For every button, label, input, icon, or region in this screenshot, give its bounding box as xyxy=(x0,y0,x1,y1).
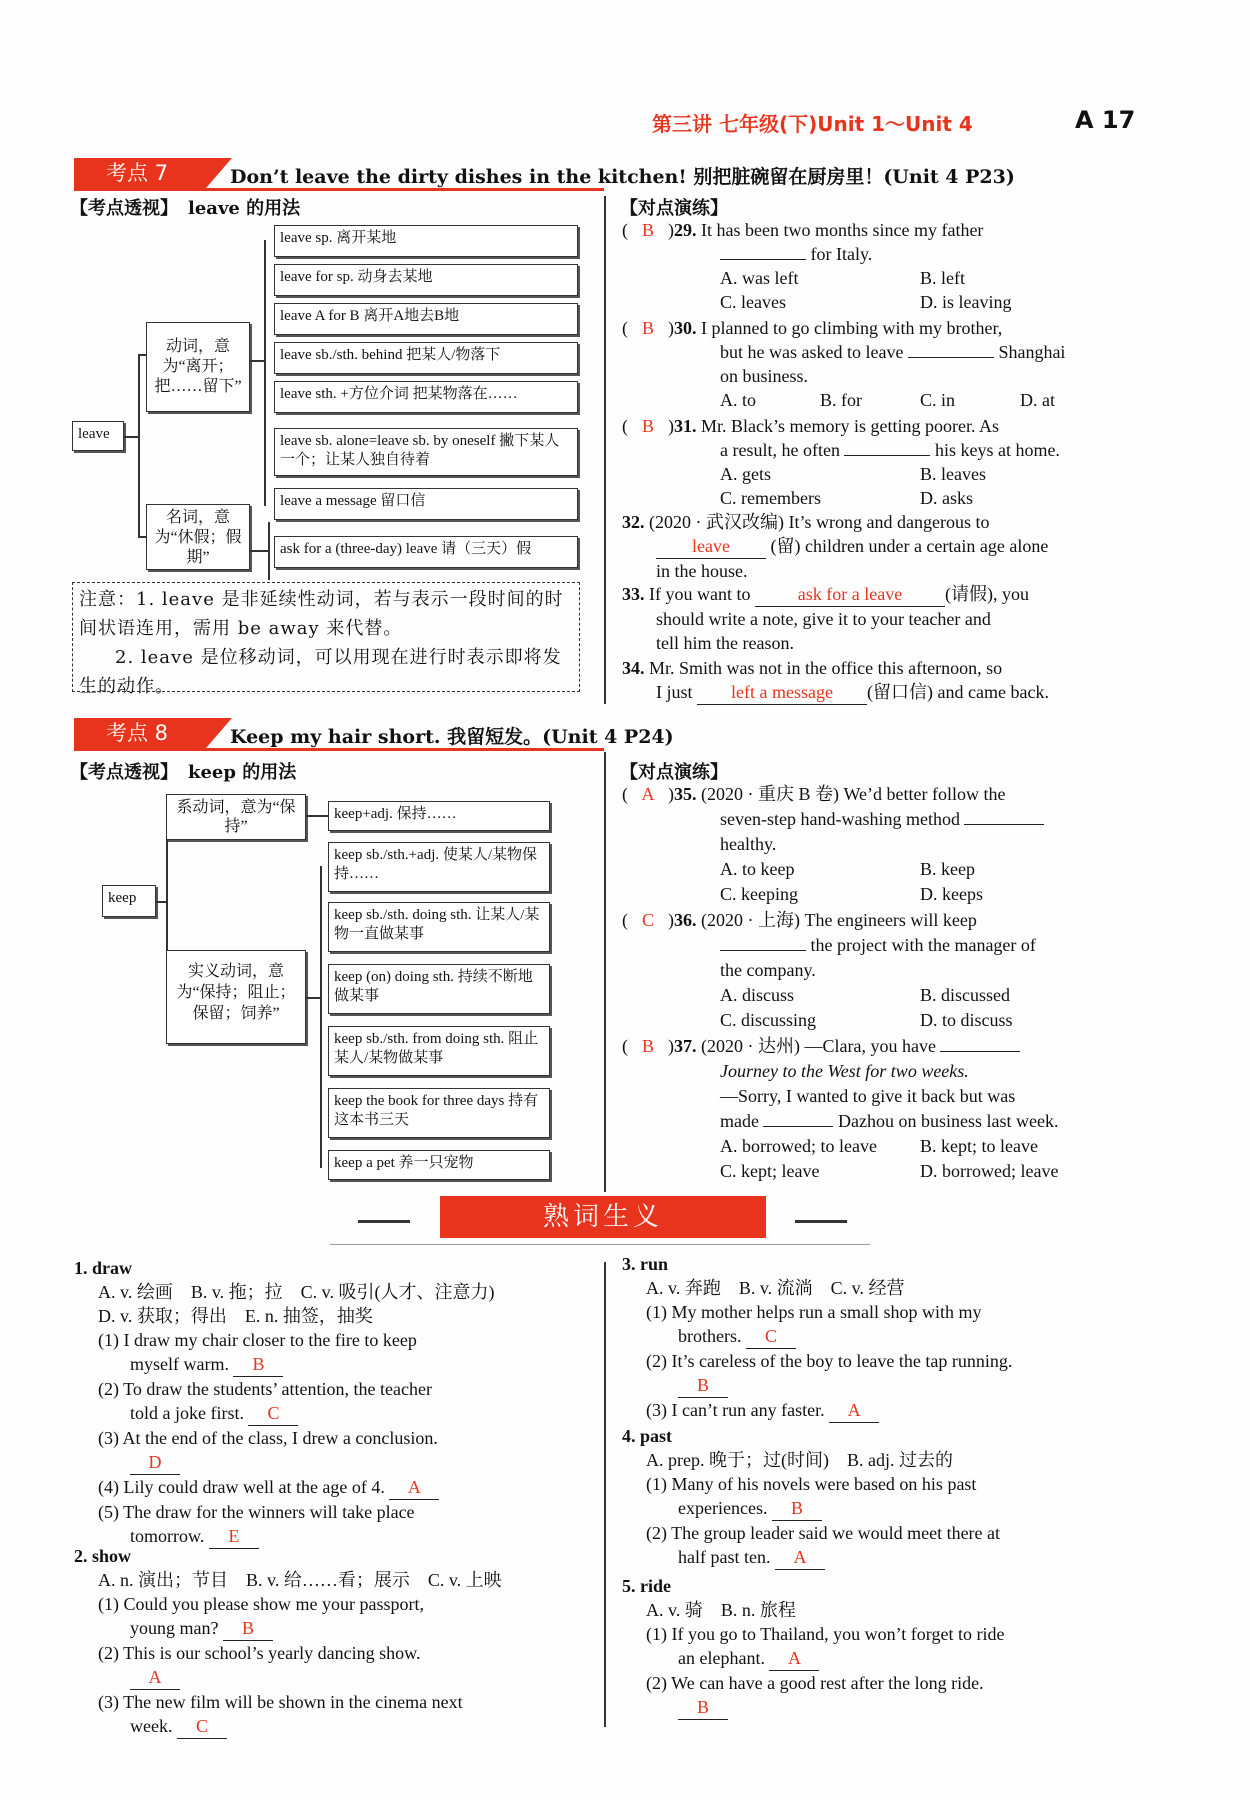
q-text: on business. xyxy=(720,366,809,386)
sentence: tomorrow. xyxy=(130,1526,205,1546)
kp7-connector xyxy=(124,436,138,438)
kp8-connector xyxy=(306,815,328,817)
answer: B xyxy=(641,220,654,240)
kp8-root-box: keep xyxy=(102,885,156,917)
q-text: Mr. Smith was not in the office this afternoon, so xyxy=(649,658,1003,678)
sentence: (1) Many of his novels were based on his past xyxy=(646,1474,977,1494)
kp7-practice-label: 【对点演练】 xyxy=(620,198,728,219)
answer: A xyxy=(641,784,655,804)
q-text: (2020 · 达州) —Clara, you have xyxy=(701,1036,936,1056)
kp8-analysis-title: keep 的用法 xyxy=(188,762,297,783)
q-text: (请假), you xyxy=(944,584,1029,604)
sentence: (2) We can have a good rest after the long ride. xyxy=(646,1673,984,1693)
column-divider xyxy=(604,1262,606,1727)
sentence: told a joke first. xyxy=(130,1403,244,1423)
q-number: 33. xyxy=(622,584,645,604)
question-36: ( C )36. (2020 · 上海) The engineers will keep the project with the manager of the company. A. discuss B. discussed C. discussing D. to discuss xyxy=(622,908,1134,1033)
sentence: week. xyxy=(130,1716,173,1736)
blank xyxy=(940,1051,1020,1052)
word-head: 5. ride xyxy=(622,1576,671,1596)
word-head: 3. run xyxy=(622,1254,669,1274)
sentence: (4) Lily could draw well at the age of 4. xyxy=(98,1477,385,1497)
blank xyxy=(720,259,806,260)
kp7-connector xyxy=(138,536,146,538)
column-divider xyxy=(604,196,606,704)
banner-rule xyxy=(358,1220,410,1223)
kp8-group-linking: 系动词，意为“保持” xyxy=(166,794,306,840)
option: C. keeping xyxy=(720,884,798,904)
q-text: a result, he often xyxy=(720,440,840,460)
banner-rule xyxy=(330,1244,870,1245)
answer: C xyxy=(641,910,654,930)
kp7-item: leave A for B 离开A地去B地 xyxy=(274,303,578,335)
banner-rule xyxy=(795,1220,847,1223)
answer: A xyxy=(769,1646,819,1671)
q-number: 34. xyxy=(622,658,645,678)
q-text: It has been two months since my father xyxy=(701,220,984,240)
blank xyxy=(763,1126,833,1127)
sentence: (5) The draw for the winners will take place xyxy=(98,1502,415,1522)
kp7-connector xyxy=(138,354,140,536)
sentence: myself warm. xyxy=(130,1354,229,1374)
page-number: A 17 xyxy=(1075,106,1136,134)
sentence: young man? xyxy=(130,1618,219,1638)
option: B. discussed xyxy=(920,985,1010,1005)
option: C. kept; leave xyxy=(720,1161,820,1181)
q-text: for Italy. xyxy=(810,244,873,264)
q-text: healthy. xyxy=(720,834,777,854)
sentence: (2) It’s careless of the boy to leave the tap running. xyxy=(646,1351,1013,1371)
answer: A xyxy=(389,1475,439,1500)
kp8-group-action: 实义动词，意为“保持；阻止；保留；饲养” xyxy=(166,950,306,1044)
question-33 xyxy=(622,582,1134,655)
answer: C xyxy=(248,1401,298,1426)
sentence: brothers. xyxy=(678,1326,742,1346)
q-text: but he was asked to leave xyxy=(720,342,904,362)
sentence: (2) This is our school’s yearly dancing show. xyxy=(98,1643,421,1663)
question-31: ( B )31. Mr. Black’s memory is getting poorer. As a result, he often his keys at home. A. gets B. leaves C. remembers D. asks xyxy=(622,414,1134,510)
meaning: A. n. 演出；节目 B. v. 给……看；展示 C. v. 上映 xyxy=(98,1570,502,1590)
kp8-connector xyxy=(320,866,322,1168)
answer: B xyxy=(641,416,654,436)
section-banner: 熟词生义 xyxy=(440,1196,766,1238)
kp8-item: keep the book for three days 持有这本书三天 xyxy=(328,1088,550,1138)
kp7-connector xyxy=(264,240,266,506)
q-number: 30. xyxy=(674,318,697,338)
q-text: made xyxy=(720,1111,759,1131)
option: D. is leaving xyxy=(920,292,1012,312)
answer: A xyxy=(829,1398,879,1423)
kp7-note xyxy=(72,582,580,697)
kp7-title: Don’t leave the dirty dishes in the kitchen! 别把脏碗留在厨房里！(Unit 4 P23) xyxy=(230,166,1015,188)
kp8-tag: 考点 8 xyxy=(74,718,206,748)
sentence: an elephant. xyxy=(678,1648,765,1668)
word-head: 1. draw xyxy=(74,1258,132,1278)
q-text: Dazhou on business last week. xyxy=(837,1111,1059,1131)
q-text: I planned to go climbing with my brother, xyxy=(701,318,1003,338)
sentence: (1) Could you please show me your passport, xyxy=(98,1594,424,1614)
kp8-item: keep (on) doing sth. 持续不断地做某事 xyxy=(328,964,550,1014)
kp7-connector xyxy=(250,360,264,362)
meaning: A. v. 奔跑 B. v. 流淌 C. v. 经营 xyxy=(646,1278,905,1298)
kp7-item: leave sb./sth. behind 把某人/物落下 xyxy=(274,342,578,374)
option: B. kept; to leave xyxy=(920,1136,1038,1156)
kp7-item: ask for a (three-day) leave 请（三天）假 xyxy=(274,536,578,568)
kp8-connector xyxy=(306,997,320,999)
word-head: 2. show xyxy=(74,1546,132,1566)
option: A. to keep xyxy=(720,859,795,879)
question-34 xyxy=(622,656,1134,705)
kp7-tag: 考点 7 xyxy=(74,158,206,188)
question-29: ( B )29. It has been two months since my father for Italy. A. was left B. left C. leaves D. is leaving xyxy=(622,218,1134,314)
q-number: 37. xyxy=(674,1036,697,1056)
q-text: Shanghai xyxy=(998,342,1066,362)
q-text: the project with the manager of xyxy=(810,935,1036,955)
q-text: his keys at home. xyxy=(934,440,1060,460)
option: A. to xyxy=(720,390,756,410)
answer: A xyxy=(775,1545,825,1570)
option: D. at xyxy=(1020,390,1055,410)
option: A. discuss xyxy=(720,985,795,1005)
kp7-item: leave sp. 离开某地 xyxy=(274,225,578,257)
q-number: 32. xyxy=(622,512,645,532)
answer: C xyxy=(177,1714,227,1739)
kp7-connector xyxy=(138,354,146,356)
word-past xyxy=(622,1424,1134,1570)
q-text: (留) children under a certain age alone xyxy=(770,536,1049,556)
answer: D xyxy=(130,1450,180,1475)
meaning: A. v. 绘画 B. v. 拖；拉 C. v. 吸引(人才、注意力) xyxy=(98,1282,495,1302)
option: B. for xyxy=(820,390,862,410)
sentence: experiences. xyxy=(678,1498,768,1518)
kp8-item: keep sb./sth. doing sth. 让某人/某物一直做某事 xyxy=(328,902,550,952)
q-text: tell him the reason. xyxy=(656,633,794,653)
option: B. leaves xyxy=(920,464,986,484)
option: D. to discuss xyxy=(920,1010,1013,1030)
lecture-title: 第三讲 七年级(下)Unit 1～Unit 4 xyxy=(652,112,973,136)
answer: A xyxy=(130,1665,180,1690)
option: B. keep xyxy=(920,859,975,879)
q-text: (留口信) and came back. xyxy=(867,682,1049,702)
option: D. keeps xyxy=(920,884,983,904)
sentence: (1) If you go to Thailand, you won’t forget to ride xyxy=(646,1624,1005,1644)
option: A. borrowed; to leave xyxy=(720,1136,877,1156)
kp7-analysis-label: 【考点透视】 xyxy=(70,198,178,219)
kp8-item: keep a pet 养一只宠物 xyxy=(328,1150,550,1180)
sentence: (3) I can’t run any faster. xyxy=(646,1400,825,1420)
sentence: (1) My mother helps run a small shop with my xyxy=(646,1302,982,1322)
kp7-connector xyxy=(250,550,268,552)
kp7-connector xyxy=(268,522,270,580)
blank xyxy=(908,357,994,358)
kp7-group-noun: 名词，意为“休假；假期” xyxy=(146,504,250,570)
sentence: half past ten. xyxy=(678,1547,771,1567)
kp7-item: leave sb. alone=leave sb. by oneself 撇下某人一个；让某人独自待着 xyxy=(274,428,578,476)
sentence: (3) The new film will be shown in the cinema next xyxy=(98,1692,463,1712)
answer: B xyxy=(641,1036,654,1056)
sentence: (2) To draw the students’ attention, the teacher xyxy=(98,1379,432,1399)
q-text: (2020 · 上海) The engineers will keep xyxy=(701,910,977,930)
q-text: If you want to xyxy=(649,584,751,604)
kp8-connector xyxy=(156,901,166,903)
blank xyxy=(964,824,1044,825)
column-divider xyxy=(604,752,606,1192)
option: A. was left xyxy=(720,268,799,288)
answer: B xyxy=(678,1695,728,1720)
option: C. discussing xyxy=(720,1010,817,1030)
kp8-item: keep+adj. 保持…… xyxy=(328,801,550,831)
q-number: 35. xyxy=(674,784,697,804)
question-30: ( B )30. I planned to go climbing with my brother, but he was asked to leave Shanghai on business. A. to B. for C. in D. at xyxy=(622,316,1134,412)
word-draw xyxy=(74,1256,584,1549)
kp8-practice-label: 【对点演练】 xyxy=(620,762,728,783)
kp8-item: keep sb./sth.+adj. 使某人/某物保持…… xyxy=(328,842,550,892)
q-text: —Sorry, I wanted to give it back but was xyxy=(720,1086,1016,1106)
fill-answer: left a message xyxy=(697,680,867,705)
answer: E xyxy=(209,1524,259,1549)
kp7-analysis-title: leave 的用法 xyxy=(188,198,301,219)
meaning: A. prep. 晚于；过(时间) B. adj. 过去的 xyxy=(646,1450,953,1470)
answer: B xyxy=(772,1496,822,1521)
sentence: (3) At the end of the class, I drew a conclusion. xyxy=(98,1428,438,1448)
answer: B xyxy=(641,318,654,338)
q-text: (2020 · 重庆 B 卷) We’d better follow the xyxy=(701,784,1006,804)
kp7-note-line1: 注意：1. leave 是非延续性动词，若与表示一段时间的时间状语连用，需用 be away 来代替。 xyxy=(79,589,564,639)
question-32 xyxy=(622,510,1134,583)
word-run xyxy=(622,1252,1134,1423)
q-number: 36. xyxy=(674,910,697,930)
fill-answer: leave xyxy=(656,534,766,559)
q-text: (2020 · 武汉改编) It’s wrong and dangerous to xyxy=(649,512,990,532)
q-text: should write a note, give it to your teacher and xyxy=(656,609,991,629)
option: C. leaves xyxy=(720,292,786,312)
meaning: A. v. 骑 B. n. 旅程 xyxy=(646,1600,796,1620)
option: A. gets xyxy=(720,464,771,484)
option: D. asks xyxy=(920,488,973,508)
answer: B xyxy=(223,1616,273,1641)
option: D. borrowed; leave xyxy=(920,1161,1059,1181)
kp8-item: keep sb./sth. from doing sth. 阻止某人/某物做某事 xyxy=(328,1026,550,1076)
kp8-title: Keep my hair short. 我留短发。(Unit 4 P24) xyxy=(230,726,674,748)
fill-answer: ask for a leave xyxy=(755,582,945,607)
kp7-group-verb: 动词，意为“离开；把……留下” xyxy=(146,322,250,412)
q-text: I just xyxy=(656,682,693,702)
q-number: 31. xyxy=(674,416,697,436)
kp8-analysis-heading xyxy=(70,758,296,784)
kp7-root-box: leave xyxy=(72,421,124,451)
meaning: D. v. 获取；得出 E. n. 抽签，抽奖 xyxy=(98,1306,373,1326)
option: C. remembers xyxy=(720,488,821,508)
q-text: Mr. Black’s memory is getting poorer. As xyxy=(701,416,999,436)
word-show xyxy=(74,1544,584,1739)
blank xyxy=(844,455,930,456)
q-text: the company. xyxy=(720,960,816,980)
kp7-analysis-heading xyxy=(70,194,300,220)
option: B. left xyxy=(920,268,965,288)
q-text: Journey to the West for two weeks. xyxy=(720,1061,969,1081)
word-head: 4. past xyxy=(622,1426,673,1446)
q-text: in the house. xyxy=(656,561,748,581)
question-35: ( A )35. (2020 · 重庆 B 卷) We’d better follow the seven-step hand-washing method healthy. A. to keep B. keep C. keeping D. keeps xyxy=(622,782,1134,907)
kp7-note-line2: 2. leave 是位移动词，可以用现在进行时表示即将发生的动作。 xyxy=(79,647,562,697)
kp7-item: leave sth. +方位介词 把某物落在…… xyxy=(274,381,578,413)
word-ride xyxy=(622,1574,1134,1720)
option: C. in xyxy=(920,390,956,410)
answer: B xyxy=(678,1373,728,1398)
kp7-item: leave for sp. 动身去某地 xyxy=(274,264,578,296)
answer: C xyxy=(746,1324,796,1349)
answer: B xyxy=(233,1352,283,1377)
kp8-analysis-label: 【考点透视】 xyxy=(70,762,178,783)
sentence: (1) I draw my chair closer to the fire to keep xyxy=(98,1330,417,1350)
q-text: seven-step hand-washing method xyxy=(720,809,960,829)
kp7-item: leave a message 留口信 xyxy=(274,488,578,520)
question-37: ( B )37. (2020 · 达州) —Clara, you have Journey to the West for two weeks. —Sorry, I wanted to give it back but was made Dazhou on business last week. A. borrowed; to leave B. kept; to leave C. kept; leave D. borrowed; leave xyxy=(622,1034,1134,1184)
q-number: 29. xyxy=(674,220,697,240)
sentence: (2) The group leader said we would meet there at xyxy=(646,1523,1001,1543)
blank xyxy=(720,950,806,951)
